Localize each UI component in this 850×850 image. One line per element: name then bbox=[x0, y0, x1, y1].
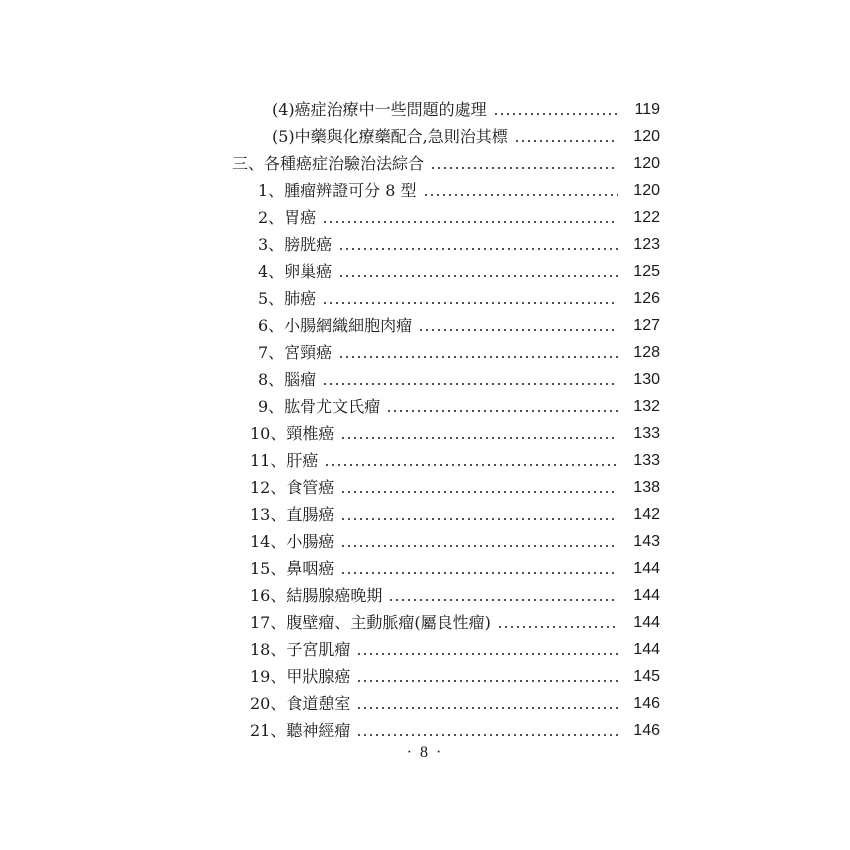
toc-entry bbox=[258, 204, 660, 231]
dot-leader bbox=[388, 599, 618, 601]
dot-leader bbox=[322, 302, 618, 304]
toc-entry-page: 144 bbox=[633, 587, 660, 604]
toc-entry-title: 三、各種癌症治驗治法綜合 bbox=[232, 154, 425, 173]
toc-entry-title: 3、膀胱癌 bbox=[258, 235, 333, 254]
toc-entry-page: 146 bbox=[633, 695, 660, 712]
toc-entry-page: 144 bbox=[633, 641, 660, 658]
dot-leader bbox=[340, 572, 618, 574]
toc-entry-title: 16、結腸腺癌晚期 bbox=[250, 586, 383, 605]
toc-entry-page: 130 bbox=[633, 371, 660, 388]
dot-leader bbox=[340, 518, 618, 520]
toc-entry bbox=[258, 339, 660, 366]
toc-entry-title: 20、食道憩室 bbox=[250, 694, 351, 713]
toc-entry bbox=[250, 717, 660, 744]
dot-leader bbox=[324, 464, 618, 466]
toc-entry bbox=[272, 123, 660, 150]
toc-entry-title: 12、食管癌 bbox=[250, 478, 335, 497]
dot-leader bbox=[423, 194, 618, 196]
toc-entry-page: 119 bbox=[634, 101, 660, 118]
toc-entry bbox=[258, 231, 660, 258]
toc-entry-title: 14、小腸癌 bbox=[250, 532, 335, 551]
toc-entry bbox=[232, 150, 660, 177]
toc-entry-title: 10、頸椎癌 bbox=[250, 424, 335, 443]
toc-entry bbox=[250, 663, 660, 690]
toc-entry-title: 2、胃癌 bbox=[258, 208, 317, 227]
dot-leader bbox=[338, 356, 618, 358]
toc-entry bbox=[250, 555, 660, 582]
toc-entry-title: 6、小腸網織細胞肉瘤 bbox=[258, 316, 413, 335]
toc-entry-page: 133 bbox=[633, 425, 660, 442]
toc-entry-page: 143 bbox=[633, 533, 660, 550]
toc-entry-title: 4、卵巢癌 bbox=[258, 262, 333, 281]
dot-leader bbox=[356, 653, 618, 655]
toc-entry-page: 145 bbox=[633, 668, 660, 685]
dot-leader bbox=[340, 437, 618, 439]
dot-leader bbox=[430, 167, 618, 169]
toc-entry-title: 19、甲狀腺癌 bbox=[250, 667, 351, 686]
toc-entry-title: 8、腦瘤 bbox=[258, 370, 317, 389]
toc-entry-page: 123 bbox=[633, 236, 660, 253]
dot-leader bbox=[338, 275, 618, 277]
toc-entry bbox=[258, 393, 660, 420]
toc-entry bbox=[258, 312, 660, 339]
toc-entry-title: 21、聽神經瘤 bbox=[250, 721, 351, 740]
toc-entry-title: 11、肝癌 bbox=[250, 451, 319, 470]
toc-entry bbox=[250, 474, 660, 501]
toc-entry-title: 7、宮頸癌 bbox=[258, 343, 333, 362]
toc-entry-page: 126 bbox=[633, 290, 660, 307]
toc-entry-page: 138 bbox=[633, 479, 660, 496]
toc-entry-title: 13、直腸癌 bbox=[250, 505, 335, 524]
toc-entry-page: 146 bbox=[633, 722, 660, 739]
toc-entry-title: 15、鼻咽癌 bbox=[250, 559, 335, 578]
dot-leader bbox=[356, 707, 618, 709]
toc-entry-title: 1、腫瘤辨證可分 8 型 bbox=[258, 181, 417, 200]
toc-entry bbox=[258, 285, 660, 312]
toc-entry bbox=[250, 690, 660, 717]
page-number: · 8 · bbox=[406, 744, 444, 761]
toc-entry bbox=[250, 528, 660, 555]
toc-entry-title: (5)中藥與化療藥配合,急則治其標 bbox=[272, 127, 508, 146]
dot-leader bbox=[514, 140, 618, 142]
toc-entry-title: 17、腹壁瘤、主動脈瘤(屬良性瘤) bbox=[250, 613, 491, 632]
toc-entry-page: 120 bbox=[633, 155, 660, 172]
dot-leader bbox=[356, 680, 618, 682]
toc-entry-title: 9、肱骨尤文氏瘤 bbox=[258, 397, 381, 416]
toc-entry-page: 125 bbox=[633, 263, 660, 280]
dot-leader bbox=[386, 410, 618, 412]
toc-entry bbox=[250, 501, 660, 528]
toc-entry bbox=[250, 420, 660, 447]
toc-entry bbox=[250, 582, 660, 609]
toc-entry-title: 5、肺癌 bbox=[258, 289, 317, 308]
toc-entry bbox=[250, 636, 660, 663]
toc-entry bbox=[272, 96, 660, 123]
dot-leader bbox=[340, 545, 618, 547]
toc-entry-page: 128 bbox=[633, 344, 660, 361]
dot-leader bbox=[322, 221, 618, 223]
toc-entry-page: 132 bbox=[633, 398, 660, 415]
toc-entry-page: 133 bbox=[633, 452, 660, 469]
toc-entry-page: 127 bbox=[633, 317, 660, 334]
toc-entry-title: 18、子宮肌瘤 bbox=[250, 640, 351, 659]
toc-entry-page: 120 bbox=[633, 128, 660, 145]
toc-entry-page: 142 bbox=[633, 506, 660, 523]
dot-leader bbox=[338, 248, 618, 250]
toc-entry-page: 144 bbox=[633, 560, 660, 577]
toc-entry-page: 144 bbox=[633, 614, 660, 631]
dot-leader bbox=[497, 626, 618, 628]
toc-entry-page: 120 bbox=[633, 182, 660, 199]
dot-leader bbox=[340, 491, 618, 493]
toc-entry bbox=[250, 447, 660, 474]
toc-entry bbox=[258, 366, 660, 393]
toc-entry bbox=[258, 258, 660, 285]
toc-entry-title: (4)癌症治療中一些問題的處理 bbox=[272, 100, 487, 119]
dot-leader bbox=[493, 113, 618, 115]
toc-entry bbox=[250, 609, 660, 636]
dot-leader bbox=[356, 734, 618, 736]
dot-leader bbox=[418, 329, 618, 331]
toc-entry bbox=[258, 177, 660, 204]
toc-entry-page: 122 bbox=[633, 209, 660, 226]
dot-leader bbox=[322, 383, 618, 385]
